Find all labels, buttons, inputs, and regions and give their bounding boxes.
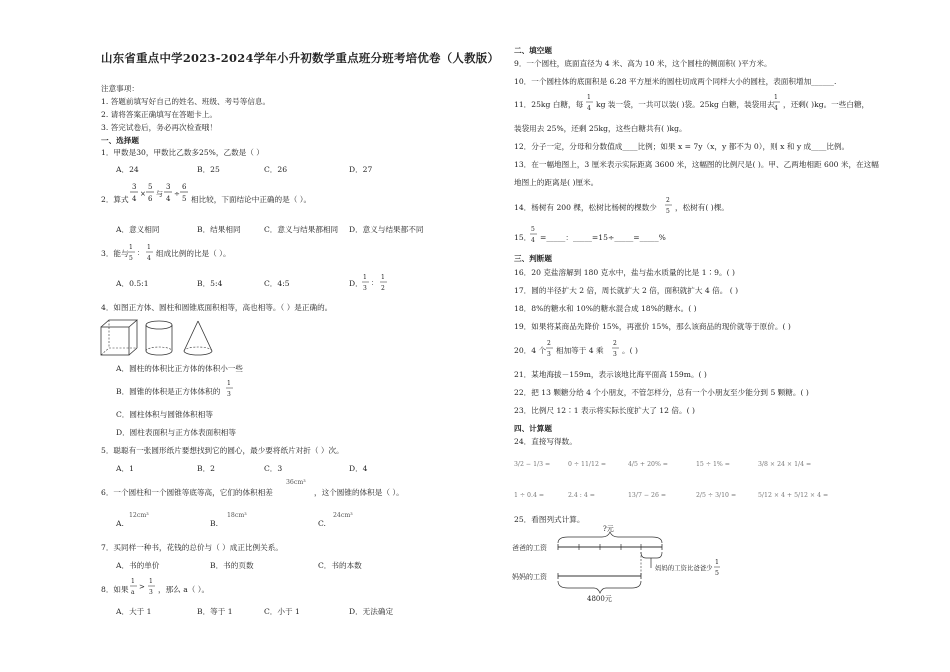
svg-text:1: 1 bbox=[774, 94, 778, 101]
question-stem: 1．甲数是30，甲数比乙数多25%，乙数是（ ） bbox=[101, 148, 264, 157]
question-stem: 2．算式 bbox=[101, 195, 129, 204]
option: C．4:5 bbox=[264, 279, 290, 288]
q4-fraction bbox=[226, 378, 236, 400]
option: B．25 bbox=[197, 165, 220, 174]
option: D． bbox=[349, 279, 363, 288]
section-heading: 二、填空题 bbox=[514, 46, 552, 55]
option: D．4 bbox=[349, 464, 368, 473]
svg-text:与: 与 bbox=[156, 190, 163, 198]
calc-item: 2.4 : 4 = bbox=[568, 492, 595, 499]
option: B．2 bbox=[197, 464, 216, 473]
svg-text:5: 5 bbox=[182, 195, 187, 203]
question-stem: 5．聪聪有一张圆形纸片要想找到它的圆心，最少要将纸片对折（ ）次。 bbox=[101, 446, 344, 455]
option: D．圆柱表面积与正方体表面积相等 bbox=[116, 428, 236, 437]
svg-text:5: 5 bbox=[531, 226, 535, 233]
question-stem: 11．25kg 白糖，每 bbox=[514, 100, 584, 109]
svg-text:5: 5 bbox=[148, 183, 153, 191]
question-stem: 4．如图正方体、圆柱和圆锥底面积相等，高也相等。（ ）是正确的。 bbox=[101, 303, 333, 312]
svg-text:3: 3 bbox=[166, 183, 171, 191]
svg-text:5: 5 bbox=[129, 255, 133, 262]
question-stem: kg 装一袋，一共可以装( )袋。25kg 白糖，装袋用去 bbox=[596, 100, 775, 109]
svg-text:3: 3 bbox=[547, 351, 551, 358]
option-value: 18cm³ bbox=[227, 512, 247, 519]
svg-text:1: 1 bbox=[129, 244, 133, 251]
q14-fraction bbox=[665, 195, 675, 217]
option: C．书的本数 bbox=[318, 561, 362, 570]
option: A．0.5:1 bbox=[116, 279, 149, 288]
question-stem: 23．比例尺 12∶1 表示将实际长度扩大了 12 倍。( ) bbox=[514, 406, 695, 415]
q2-fraction-expression bbox=[130, 180, 190, 206]
svg-text:1: 1 bbox=[227, 380, 231, 387]
question-stem: 装袋用去 25%，还剩 25kg，这些白糖共有( )kg。 bbox=[514, 124, 687, 133]
svg-text:3: 3 bbox=[132, 183, 137, 191]
calc-item: 15 ÷ 1% = bbox=[696, 461, 730, 468]
question-stem: 24．直接写得数。 bbox=[514, 437, 577, 446]
question-stem: 17．圆的半径扩大 2 倍，周长就扩大 2 倍，面积就扩大 4 倍。 ( ) bbox=[514, 286, 739, 295]
option: A．24 bbox=[116, 165, 139, 174]
question-stem: 25．看图列式计算。 bbox=[514, 515, 585, 524]
calc-item: 3/2 − 1/3 = bbox=[514, 461, 551, 468]
question-stem: 10．一个圆柱体的底面积是 6.28 平方厘米的圆柱切成两个同样大小的圆柱，表面积增加______. bbox=[514, 77, 837, 86]
question-stem: 8．如果 bbox=[101, 585, 129, 594]
section-heading: 三、判断题 bbox=[514, 254, 552, 263]
note-item: 3. 答完试卷后，务必再次检查哦！ bbox=[101, 123, 217, 132]
question-stem: 16．20 克盐溶解到 180 克水中，盐与盐水质量的比是 1∶9。( ) bbox=[514, 268, 735, 277]
svg-text:2: 2 bbox=[547, 340, 551, 347]
note-item: 2. 请将答案正确填写在答题卡上。 bbox=[101, 110, 217, 119]
option: B．书的页数 bbox=[210, 561, 254, 570]
top-value: ?元 bbox=[603, 525, 614, 533]
option: B．圆锥的体积是正方体体积的 bbox=[116, 387, 221, 396]
q15-fraction bbox=[530, 224, 540, 246]
svg-text:：: ： bbox=[137, 249, 144, 257]
dad-label: 爸爸的工资 bbox=[512, 544, 547, 552]
q3-fraction-ratio bbox=[128, 241, 158, 265]
question-stem: 12．分子一定，分母和分数值成____比例；如果 x = 7y（x，y 都不为 0），则 x 和 y 成____比例。 bbox=[514, 142, 850, 151]
question-stem: 20．4 个 bbox=[514, 346, 547, 355]
option: A．大于 1 bbox=[116, 607, 152, 616]
side-note: 妈妈的工资比爸爸少 bbox=[655, 564, 713, 572]
question-stem: 地图上的距离是( )厘米。 bbox=[514, 178, 599, 187]
question-stem: ，还剩( )kg。一些白糖， bbox=[783, 100, 870, 109]
calc-item: 1 ÷ 0.4 = bbox=[514, 492, 545, 499]
question-stem: 14．杨树有 200 棵，松树比杨树的棵数少 bbox=[514, 203, 657, 212]
svg-text:>: > bbox=[139, 583, 145, 591]
calc-item: 5/12 × 4 + 5/12 × 4 = bbox=[758, 492, 829, 499]
option: B．等于 1 bbox=[197, 607, 233, 616]
option: B．5:4 bbox=[197, 279, 223, 288]
svg-text:3: 3 bbox=[227, 391, 231, 398]
option-value: 24cm³ bbox=[333, 512, 353, 519]
option: C．3 bbox=[264, 464, 283, 473]
question-stem: 19．如果将某商品先降价 15%，再涨价 15%，那么该商品的现价就等于原价。( ) bbox=[514, 322, 791, 331]
svg-text:：: ： bbox=[371, 279, 378, 287]
segment-diagram bbox=[512, 525, 722, 606]
q8-inequality bbox=[130, 576, 160, 598]
svg-text:4: 4 bbox=[166, 195, 171, 203]
svg-text:a: a bbox=[131, 589, 135, 596]
option: A. bbox=[116, 519, 124, 528]
option: C．圆柱体积与圆锥体积相等 bbox=[116, 410, 213, 419]
svg-text:4: 4 bbox=[774, 105, 778, 112]
calc-item: 0 ÷ 11/12 = bbox=[568, 461, 607, 468]
option: A．书的单价 bbox=[116, 561, 160, 570]
question-stem: 7．买同样一种书，花钱的总价与（ ）成正比例关系。 bbox=[101, 543, 283, 552]
svg-text:1: 1 bbox=[363, 274, 367, 281]
question-stem: 21．某地海拔－159m，表示该地比海平面高 159m。( ) bbox=[514, 370, 707, 379]
option: C．意义与结果都相同 bbox=[264, 225, 339, 234]
option: A．圆柱的体积比正方体的体积小一些 bbox=[116, 364, 243, 373]
volume-value: 36cm³ bbox=[286, 479, 306, 486]
svg-text:6: 6 bbox=[182, 183, 187, 191]
question-stem: 13．在一幅地图上，3 厘米表示实际距离 3600 米，这幅图的比例尺是( )。甲、乙两地相距 600 米，在这幅 bbox=[514, 160, 879, 169]
question-stem: ，那么 a（ ）。 bbox=[158, 585, 210, 594]
svg-text:4: 4 bbox=[531, 237, 535, 244]
svg-text:3: 3 bbox=[363, 285, 367, 292]
svg-text:3: 3 bbox=[613, 351, 617, 358]
section-heading: 一、选择题 bbox=[101, 136, 139, 145]
option-value: 12cm³ bbox=[129, 512, 149, 519]
option: C．小于 1 bbox=[264, 607, 300, 616]
option: A．意义相同 bbox=[116, 225, 160, 234]
option: B．结果相同 bbox=[197, 225, 241, 234]
svg-text:×: × bbox=[140, 190, 146, 198]
question-stem: 22．把 13 颗糖分给 4 个小朋友，不管怎样分，总有一个小朋友至少能分到 5 颗糖。( ) bbox=[514, 388, 809, 397]
svg-text:4: 4 bbox=[587, 105, 591, 112]
svg-text:5: 5 bbox=[666, 208, 670, 215]
q11-fraction bbox=[586, 92, 596, 114]
section-heading: 四、计算题 bbox=[514, 424, 552, 433]
q20-fraction bbox=[546, 338, 556, 360]
option: D．27 bbox=[349, 165, 373, 174]
svg-text:5: 5 bbox=[715, 570, 719, 577]
calc-item: 3/8 × 24 × 1/4 = bbox=[758, 461, 812, 468]
svg-text:1: 1 bbox=[381, 274, 385, 281]
question-stem: 6．一个圆柱和一个圆锥等底等高，它们的体积相差 bbox=[101, 488, 273, 497]
calc-item: 4/5 + 20% = bbox=[628, 461, 668, 468]
question-stem: 。( ) bbox=[622, 346, 638, 355]
q3-option-d-fractions bbox=[362, 271, 392, 295]
svg-text:2: 2 bbox=[613, 340, 617, 347]
option: B. bbox=[210, 519, 218, 528]
svg-text:1: 1 bbox=[131, 578, 135, 585]
question-stem: 组成比例的比是（ ）。 bbox=[156, 249, 231, 258]
question-stem: 15． bbox=[514, 233, 532, 242]
svg-text:1: 1 bbox=[149, 578, 153, 585]
q20-fraction bbox=[612, 338, 622, 360]
solids-figure bbox=[100, 319, 224, 357]
option: D．无法确定 bbox=[349, 607, 394, 616]
option: D．意义与结果都不同 bbox=[349, 225, 424, 234]
notes-heading: 注意事项： bbox=[101, 84, 139, 93]
question-stem: ，松树有( )棵。 bbox=[675, 203, 729, 212]
svg-text:3: 3 bbox=[149, 589, 153, 596]
svg-text:1: 1 bbox=[147, 244, 151, 251]
svg-text:2: 2 bbox=[666, 197, 670, 204]
page-title: 山东省重点中学2023-2024学年小升初数学重点班分班考培优卷（人教版） bbox=[101, 51, 500, 65]
calc-item: 13/7 − 26 = bbox=[628, 492, 667, 499]
question-stem: 18．8%的糖水和 10%的糖水混合成 18%的糖水。( ) bbox=[514, 304, 697, 313]
question-stem: 9．一个圆柱，底面直径为 4 米、高为 10 米，这个圆柱的侧面积( )平方米。 bbox=[514, 59, 772, 68]
question-stem: ，这个圆锥的体积是（ ）。 bbox=[314, 488, 404, 497]
question-stem: =_____：_____=15÷_____=_____% bbox=[540, 233, 666, 242]
q11-fraction bbox=[773, 92, 783, 114]
mom-label: 妈妈的工资 bbox=[512, 573, 547, 581]
option: C. bbox=[318, 519, 326, 528]
svg-text:4: 4 bbox=[132, 195, 137, 203]
svg-text:÷: ÷ bbox=[174, 190, 180, 198]
question-stem: 相比较，下面结论中正确的是（ ）。 bbox=[191, 195, 312, 204]
svg-text:2: 2 bbox=[381, 285, 385, 292]
option: C．26 bbox=[264, 165, 288, 174]
question-stem: 3．能与 bbox=[101, 249, 129, 258]
calc-item: 2/5 ÷ 3/10 = bbox=[696, 492, 737, 499]
note-item: 1. 答题前填写好自己的姓名、班级、考号等信息。 bbox=[101, 97, 271, 106]
question-stem: 相加等于 4 乘 bbox=[556, 346, 604, 355]
bottom-value: 4800元 bbox=[587, 595, 612, 603]
svg-text:1: 1 bbox=[587, 94, 591, 101]
svg-text:4: 4 bbox=[147, 255, 151, 262]
option: A．1 bbox=[116, 464, 134, 473]
svg-text:6: 6 bbox=[148, 195, 153, 203]
svg-text:1: 1 bbox=[715, 559, 719, 566]
